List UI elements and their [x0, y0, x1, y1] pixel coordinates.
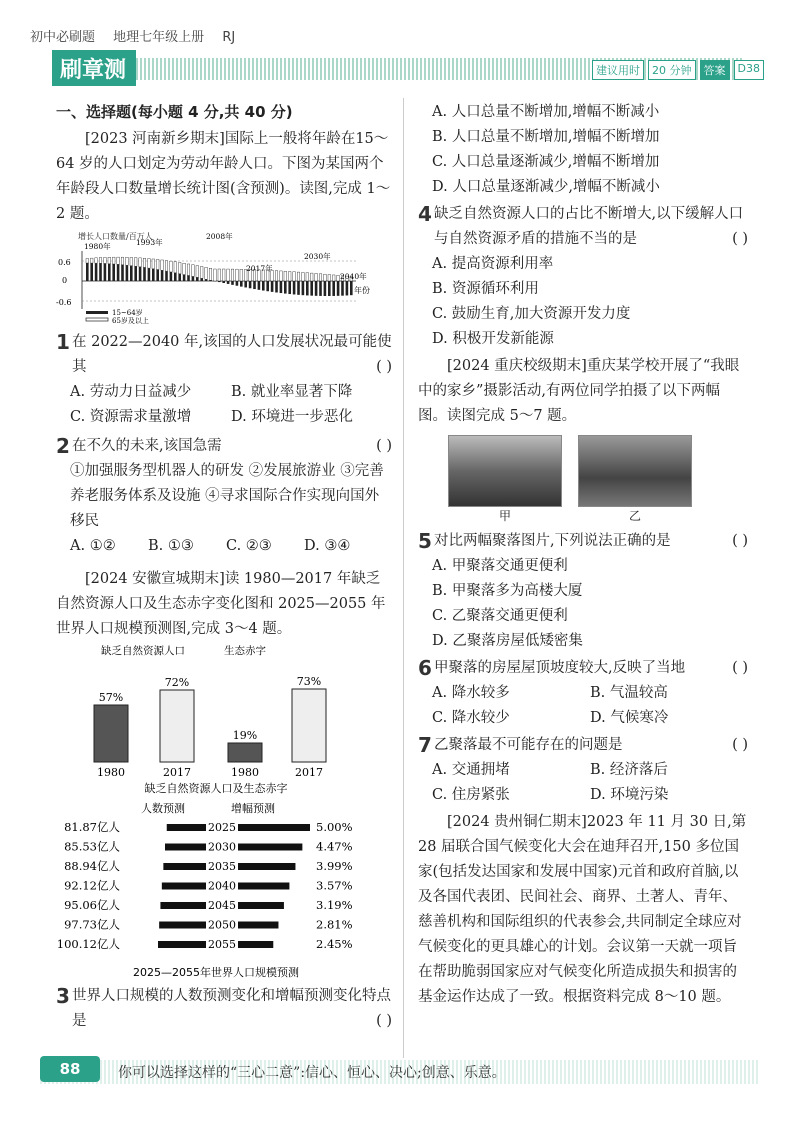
chart3-pop-bar: [160, 902, 206, 909]
chart1-year-2017: 2017年: [246, 264, 273, 273]
question-1: [56, 330, 392, 380]
chart1-bar-elderly: [328, 275, 331, 281]
chart3-growth-bar: [238, 941, 273, 948]
photo-jia-caption: 甲: [498, 509, 511, 523]
chart1-bar-working: [161, 270, 164, 281]
chart3-pop-label: 88.94亿人: [64, 859, 120, 873]
time-value: 20 分钟: [648, 60, 696, 80]
q1-option-b[interactable]: B. 就业率显著下降: [231, 384, 353, 400]
question-5: [418, 529, 748, 554]
chart3-pop-label: 95.06亿人: [64, 898, 120, 912]
chart3-year-label: 2050: [208, 918, 236, 932]
chart1-ylabel: 增长人口数量/百万人: [78, 232, 153, 241]
section-title: 一、选择题(每小题 4 分,共 40 分): [56, 103, 293, 121]
chart3-left-header: 人数预测: [141, 802, 185, 815]
photo-jia: [448, 435, 562, 507]
question-7: [418, 733, 748, 758]
chart1-bar-working: [297, 281, 300, 295]
chart1-bar-working: [187, 275, 190, 281]
chart1-ytick-zero: 0: [62, 276, 68, 285]
chart3-pop-label: 85.53亿人: [64, 839, 120, 854]
chart3-pop-bar: [165, 844, 206, 851]
chart1-bar-elderly: [130, 257, 133, 265]
chart2-group-label: 生态赤字: [224, 645, 266, 657]
chart3-pop-bar: [159, 922, 206, 929]
chart2-value-label: 57%: [98, 691, 124, 704]
chart1-bar-working: [90, 263, 93, 281]
chart3-year-label: 2055: [208, 938, 236, 951]
q2-items: ①加强服务型机器人的研发 ②发展旅游业 ③完善养老服务体系及设施 ④寻求国际合作实现向国外移民: [70, 463, 384, 529]
chart1-bar-elderly: [95, 258, 98, 263]
chart1-bar-elderly: [297, 272, 300, 281]
chart3-pop-bar: [163, 863, 206, 870]
chart1-bar-elderly: [324, 274, 327, 281]
chart1-bar-working: [328, 281, 331, 296]
chart2-group-label: 缺乏自然资源人口: [101, 645, 185, 657]
subject-title: 地理七年级上册: [113, 30, 205, 45]
chart1-year-2008: 2008年: [206, 232, 233, 241]
chart1-bar-elderly: [108, 257, 111, 263]
chart1-bar-working: [152, 269, 155, 281]
population-growth-chart: [56, 231, 376, 326]
chart3-growth-bar: [238, 824, 310, 831]
q3-option-c[interactable]: C. 人口总量逐渐减少,增幅不断增加: [432, 154, 660, 170]
chart2-year-label: 2017: [163, 766, 191, 779]
chart1-bar-elderly: [192, 265, 195, 277]
question-4: [418, 202, 748, 252]
chart1-bar-working: [99, 263, 102, 281]
chart3-growth-label: 5.00%: [316, 820, 353, 834]
q1-option-d[interactable]: D. 环境进一步恶化: [231, 409, 353, 425]
page-header: [30, 26, 249, 45]
chart1-bar-elderly: [121, 257, 124, 265]
chart1-bar-working: [293, 281, 296, 294]
chart3-pop-label: 92.12亿人: [64, 878, 120, 893]
chart3-pop-label: 100.12亿人: [56, 937, 120, 951]
q3-paren: ( ): [376, 1013, 392, 1029]
q7-option-d[interactable]: D. 环境污染: [590, 787, 669, 803]
chart3-growth-bar: [238, 902, 284, 909]
q1-number: 1: [56, 330, 70, 354]
resource-deficit-chart: [56, 644, 376, 794]
chart1-bar-elderly: [126, 257, 129, 265]
chart2-year-label: 2017: [295, 766, 323, 779]
chart1-bar-working: [253, 281, 256, 289]
chart1-bar-working: [258, 281, 261, 290]
chart3-growth-label: 3.19%: [316, 898, 353, 912]
chart1-bar-working: [112, 264, 115, 281]
chart1-bar-working: [143, 267, 146, 281]
chart1-bar-working: [139, 267, 142, 281]
q6-options-row2: [418, 706, 748, 731]
chart1-bar-elderly: [143, 258, 146, 267]
chart1-bar-elderly: [231, 269, 234, 281]
chart1-bar-working: [324, 281, 327, 296]
chart2-bar: [228, 743, 262, 762]
answer-label: 答案: [700, 60, 730, 80]
chart1-bar-working: [227, 281, 230, 284]
q1-options-row1: [56, 380, 392, 405]
chart1-bar-working: [117, 264, 120, 281]
chart2-value-label: 72%: [164, 676, 190, 689]
chart1-year-2040: 2040年: [340, 272, 367, 281]
chart1-bar-working: [200, 278, 203, 281]
q5-number: 5: [418, 529, 432, 553]
chart1-bar-elderly: [156, 259, 159, 269]
chart1-bar-working: [310, 281, 313, 296]
edition-label: RJ: [222, 30, 236, 45]
q1-stem: 在 2022—2040 年,该国的人口发展状况最可能使其: [72, 334, 392, 375]
q5-option-d[interactable]: D. 乙聚落房屋低矮密集: [432, 633, 583, 649]
chart1-bar-elderly: [337, 275, 340, 281]
chart1-bar-elderly: [200, 266, 203, 278]
chart1-bar-elderly: [315, 273, 318, 281]
q6-option-d[interactable]: D. 气候寒冷: [590, 710, 669, 726]
chart1-bar-working: [280, 281, 283, 293]
q2-option-a[interactable]: A. ①②: [70, 538, 116, 554]
q2-number: 2: [56, 434, 70, 458]
photo-jia-wrap: [448, 435, 562, 525]
chart1-bar-working: [266, 281, 269, 291]
chart3-year-label: 2025: [208, 821, 236, 834]
chart1-bar-working: [288, 281, 291, 294]
chart1-bar-elderly: [99, 258, 102, 264]
chart1-bar-elderly: [148, 259, 151, 269]
chart3-growth-label: 4.47%: [316, 839, 353, 854]
chart3-year-label: 2035: [208, 860, 236, 873]
chart1-bar-working: [236, 281, 239, 286]
q6-options-row1: [418, 681, 748, 706]
answer-page: D38: [734, 60, 764, 80]
chart1-bar-elderly: [161, 260, 164, 270]
chart1-bar-elderly: [205, 267, 208, 279]
chart1-bar-working: [319, 281, 322, 296]
chart1-bar-elderly: [178, 262, 181, 273]
chart1-bar-working: [86, 263, 89, 281]
chart1-bar-working: [271, 281, 274, 292]
chart2-title: 缺乏自然资源人口及生态赤字: [144, 782, 288, 794]
chart1-bar-working: [104, 263, 107, 281]
chart1-bar-elderly: [104, 257, 107, 263]
q3-number: 3: [56, 984, 70, 1008]
chart3-year-label: 2030: [208, 840, 236, 854]
q6-stem: 甲聚落的房屋屋顶坡度较大,反映了当地: [434, 660, 686, 676]
chart1-bar-elderly: [293, 272, 296, 281]
chart1-bar-working: [183, 275, 186, 281]
q7-stem: 乙聚落最不可能存在的问题是: [434, 737, 623, 753]
q1-paren: ( ): [376, 359, 392, 375]
intro-1: [2023 河南新乡期末]国际上一般将年龄在15～64 岁的人口划定为劳动年龄人口。下图为某国两个年龄段人口数量增长统计图(含预测)。读图,完成 1～2 题。: [56, 131, 391, 222]
chart3-growth-bar: [238, 883, 289, 890]
q3-option-d[interactable]: D. 人口总量逐渐减少,增幅不断减小: [432, 179, 660, 195]
chart1-bar-elderly: [275, 271, 278, 281]
chart3-pop-bar: [162, 883, 206, 890]
q6-number: 6: [418, 656, 432, 680]
q6-option-a[interactable]: A. 降水较多: [432, 685, 510, 701]
q5-option-b[interactable]: B. 甲聚落多为高楼大厦: [432, 583, 583, 599]
q4-number: 4: [418, 202, 432, 226]
chart1-bar-working: [332, 281, 335, 296]
chart1-bar-elderly: [183, 263, 186, 274]
chart1-bar-elderly: [236, 269, 239, 281]
chart1-bar-elderly: [222, 269, 225, 281]
chart1-bar-working: [130, 266, 133, 281]
chart1-bar-elderly: [302, 272, 305, 281]
chart1-bar-elderly: [319, 274, 322, 281]
chart3-growth-bar: [238, 863, 295, 870]
chart3-growth-label: 2.45%: [316, 937, 353, 951]
chart1-bar-working: [244, 281, 247, 287]
q7-options-row1: [418, 758, 748, 783]
question-3: [56, 984, 392, 1034]
chart1-bar-elderly: [152, 259, 155, 269]
chart2-value-label: 73%: [296, 675, 322, 688]
q4-option-d[interactable]: D. 积极开发新能源: [432, 331, 554, 347]
chart1-bar-elderly: [209, 268, 212, 280]
q2-options: [56, 534, 392, 559]
chart1-bar-elderly: [139, 258, 142, 267]
chart1-xlabel: 年份: [354, 286, 370, 295]
q6-paren: ( ): [732, 660, 748, 676]
chart1-year-1980: 1980年: [84, 242, 111, 251]
q2-option-b[interactable]: B. ①③: [148, 538, 194, 554]
q2-option-c[interactable]: C. ②③: [226, 538, 272, 554]
chart1-bar-working: [156, 270, 159, 281]
chart3-growth-bar: [238, 844, 302, 851]
q2-option-d[interactable]: D. ③④: [304, 538, 351, 554]
q6-option-c[interactable]: C. 降水较少: [432, 710, 510, 726]
chart3-year-label: 2040: [208, 879, 236, 893]
chart1-bar-working: [134, 266, 137, 281]
q4-option-c[interactable]: C. 鼓励生育,加大资源开发力度: [432, 306, 631, 322]
q5-paren: ( ): [732, 533, 748, 549]
chart3-growth-bar: [238, 922, 278, 929]
chart1-bar-working: [315, 281, 318, 296]
photo-row: [448, 435, 748, 525]
chart3-pop-bar: [158, 941, 206, 948]
photo-yi: [578, 435, 692, 507]
chart3-growth-label: 2.81%: [316, 917, 353, 932]
chart1-bar-elderly: [310, 273, 313, 281]
chart1-bar-elderly: [117, 257, 120, 264]
chart3-growth-label: 3.57%: [316, 878, 353, 893]
q7-number: 7: [418, 733, 432, 757]
legend-swatch-working: [86, 311, 108, 314]
chart3-pop-bar: [167, 824, 206, 831]
q3-stem: 世界人口规模的人数预测变化和增幅预测变化特点是: [72, 988, 391, 1029]
q7-option-a[interactable]: A. 交通拥堵: [432, 762, 510, 778]
q3-option-a[interactable]: A. 人口总量不断增加,增幅不断减小: [432, 104, 660, 120]
chart1-bar-working: [222, 281, 225, 283]
q7-options-row2: [418, 783, 748, 808]
q1-options-row2: [56, 405, 392, 430]
photo-yi-wrap: [578, 435, 692, 525]
chart1-year-2030: 2030年: [304, 252, 331, 261]
chart1-bar-working: [121, 265, 124, 281]
chart3-growth-label: 3.99%: [316, 859, 353, 873]
legend-working: 15~64岁: [112, 309, 143, 317]
chart1-bar-elderly: [174, 262, 177, 273]
chart1-bar-elderly: [134, 258, 137, 267]
q4-stem: 缺乏自然资源人口的占比不断增大,以下缓解人口与自然资源矛盾的措施不当的是: [434, 206, 744, 247]
photo-yi-caption: 乙: [628, 509, 641, 523]
chart1-bar-working: [249, 281, 252, 288]
chart1-bar-elderly: [227, 269, 230, 281]
chart2-year-label: 1980: [97, 766, 125, 779]
footer-motto: 你可以选择这样的“三心二意”:信心、恒心、决心;创意、乐意。: [118, 1065, 506, 1081]
chart3-pop-label: 97.73亿人: [64, 917, 120, 932]
question-2: [56, 434, 392, 459]
chart1-bar-working: [178, 274, 181, 281]
chart1-bar-elderly: [306, 273, 309, 281]
header-info: [592, 60, 764, 80]
world-population-forecast-chart: [56, 800, 376, 980]
chart1-bar-working: [240, 281, 243, 287]
legend-elderly: 65岁及以上: [112, 317, 149, 325]
legend-swatch-elderly: [86, 318, 108, 321]
chart1-bar-working: [337, 281, 340, 296]
q4-option-b[interactable]: B. 资源循环利用: [432, 281, 539, 297]
chart3-title: 2025—2055年世界人口规模预测: [133, 966, 299, 979]
chart2-bar: [292, 689, 326, 762]
chart1-bar-elderly: [218, 269, 221, 281]
page-number: 88: [40, 1056, 100, 1082]
chart1-bar-working: [165, 271, 168, 281]
chart1-bar-working: [346, 281, 349, 295]
chart1-bar-working: [192, 276, 195, 281]
q3-option-b[interactable]: B. 人口总量不断增加,增幅不断增加: [432, 129, 660, 145]
chart1-bar-working: [174, 273, 177, 281]
column-divider: [403, 98, 404, 1058]
q5-option-c[interactable]: C. 乙聚落交通更便利: [432, 608, 568, 624]
chart1-bar-working: [262, 281, 265, 291]
chart1-bar-elderly: [112, 257, 115, 264]
chart1-bar-elderly: [196, 266, 199, 278]
chart1-bar-elderly: [90, 258, 93, 263]
chart2-bar: [94, 705, 128, 762]
intro-4: [2024 贵州铜仁期末]2023 年 11 月 30 日,第28 届联合国气候变化大会在迪拜召开,150 多位国家(包括发达国家和发展中国家)元首和政府首脑,以及各国代表团、民间社会、商界、土著人、青年、慈善机构和国际组织的代表参会,共同制定全球应对气候变化的更具雄心的计划。会议第一天就一项旨在帮助脆弱国家应对气候变化所造成损失和损害的基金运作达成了一致。根据资料完成 8～10 题。: [418, 814, 747, 1005]
chart1-bar-elderly: [240, 269, 243, 281]
q2-stem: 在不久的未来,该国急需: [72, 438, 222, 454]
q4-option-a[interactable]: A. 提高资源利用率: [432, 256, 554, 272]
q4-paren: ( ): [732, 231, 748, 247]
chart1-bar-working: [302, 281, 305, 295]
chart1-ytick-pos: 0.6: [58, 258, 71, 267]
chart1-bar-working: [148, 268, 151, 281]
chart2-value-label: 19%: [232, 729, 258, 742]
time-label: 建议用时: [592, 60, 644, 80]
chart1-bar-working: [350, 281, 353, 295]
right-column: [418, 100, 748, 1010]
chart3-year-label: 2045: [208, 899, 236, 912]
chart1-bar-working: [196, 277, 199, 281]
chart1-bar-working: [284, 281, 287, 294]
chart1-bar-elderly: [165, 261, 168, 272]
q1-option-a[interactable]: A. 劳动力日益减少: [70, 384, 192, 400]
q6-option-b[interactable]: B. 气温较高: [590, 685, 668, 701]
chart1-bar-working: [126, 265, 129, 281]
chart1-bar-working: [341, 281, 344, 296]
chart1-bar-working: [205, 279, 208, 281]
q7-option-c[interactable]: C. 住房紧张: [432, 787, 510, 803]
q2-paren: ( ): [376, 438, 392, 454]
q5-option-a[interactable]: A. 甲聚落交通更便利: [432, 558, 568, 574]
intro-2: [2024 安徽宣城期末]读 1980—2017 年缺乏自然资源人口及生态赤字变化图和 2025—2055 年世界人口规模预测图,完成 3～4 题。: [56, 571, 386, 637]
chart1-bar-working: [306, 281, 309, 295]
chart1-bar-working: [170, 272, 173, 281]
chart1-bar-elderly: [170, 261, 173, 272]
chart1-ytick-neg: -0.6: [56, 298, 72, 307]
chart3-right-header: 增幅预测: [231, 802, 275, 815]
series-title: 初中必刷题: [30, 30, 96, 45]
q1-option-c[interactable]: C. 资源需求量激增: [70, 409, 192, 425]
q7-option-b[interactable]: B. 经济落后: [590, 762, 668, 778]
chart2-year-label: 1980: [231, 766, 259, 779]
chart3-pop-label: 81.87亿人: [64, 820, 120, 834]
chart1-year-1993: 1993年: [136, 238, 163, 247]
chart2-bar: [160, 690, 194, 762]
q5-stem: 对比两幅聚落图片,下列说法正确的是: [434, 533, 671, 549]
question-6: [418, 656, 748, 681]
chart1-bar-elderly: [280, 271, 283, 281]
chart1-bar-elderly: [86, 259, 89, 264]
chart1-bar-elderly: [187, 264, 190, 276]
q7-paren: ( ): [732, 737, 748, 753]
chart1-bar-working: [108, 264, 111, 281]
chart1-bar-elderly: [288, 271, 291, 281]
intro-3: [2024 重庆校级期末]重庆某学校开展了“我眼中的家乡”摄影活动,有两位同学拍摄了以下两幅图。读图完成 5～7 题。: [418, 358, 740, 424]
chart1-bar-working: [95, 263, 98, 281]
left-column: [56, 100, 392, 1034]
chart1-bar-elderly: [214, 269, 217, 281]
chart1-bar-working: [231, 281, 234, 285]
chart1-bar-elderly: [284, 271, 287, 281]
chart1-bar-elderly: [332, 275, 335, 281]
chapter-test-badge: 刷章测: [52, 50, 136, 86]
chart1-bar-working: [275, 281, 278, 292]
